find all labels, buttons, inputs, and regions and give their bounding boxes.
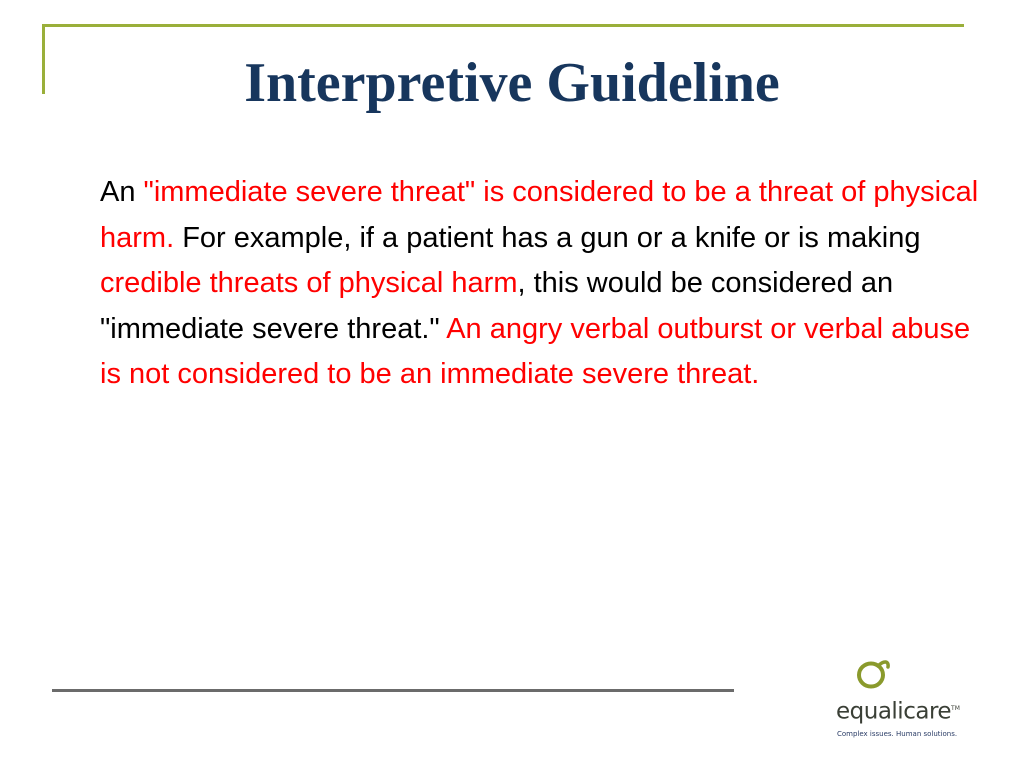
body-segment-0: An	[100, 176, 144, 208]
logo-ring-icon	[854, 658, 890, 698]
frame-top-line	[42, 24, 964, 27]
bottom-divider	[52, 689, 734, 692]
equalicare-logo	[836, 658, 970, 742]
logo-tagline: Complex issues. Human solutions.	[837, 730, 958, 738]
slide-title: Interpretive Guideline	[244, 52, 780, 114]
body-segment-5-emphasis: An angry verbal outburst or verbal abuse is not considered to be an immediate severe threat.	[100, 312, 971, 390]
body-segment-2: For example, if a patient has a gun or a knife or is making	[174, 221, 921, 254]
slide-body	[100, 170, 980, 398]
body-segment-1-emphasis: "immediate severe threat" is considered to be a threat of physical harm.	[100, 176, 979, 254]
body-segment-3-emphasis: credible threats of physical harm	[100, 267, 518, 299]
logo-wordmark: equalicare™	[836, 698, 960, 725]
body-segment-4: , this would be considered an "immediate severe threat."	[100, 267, 894, 345]
